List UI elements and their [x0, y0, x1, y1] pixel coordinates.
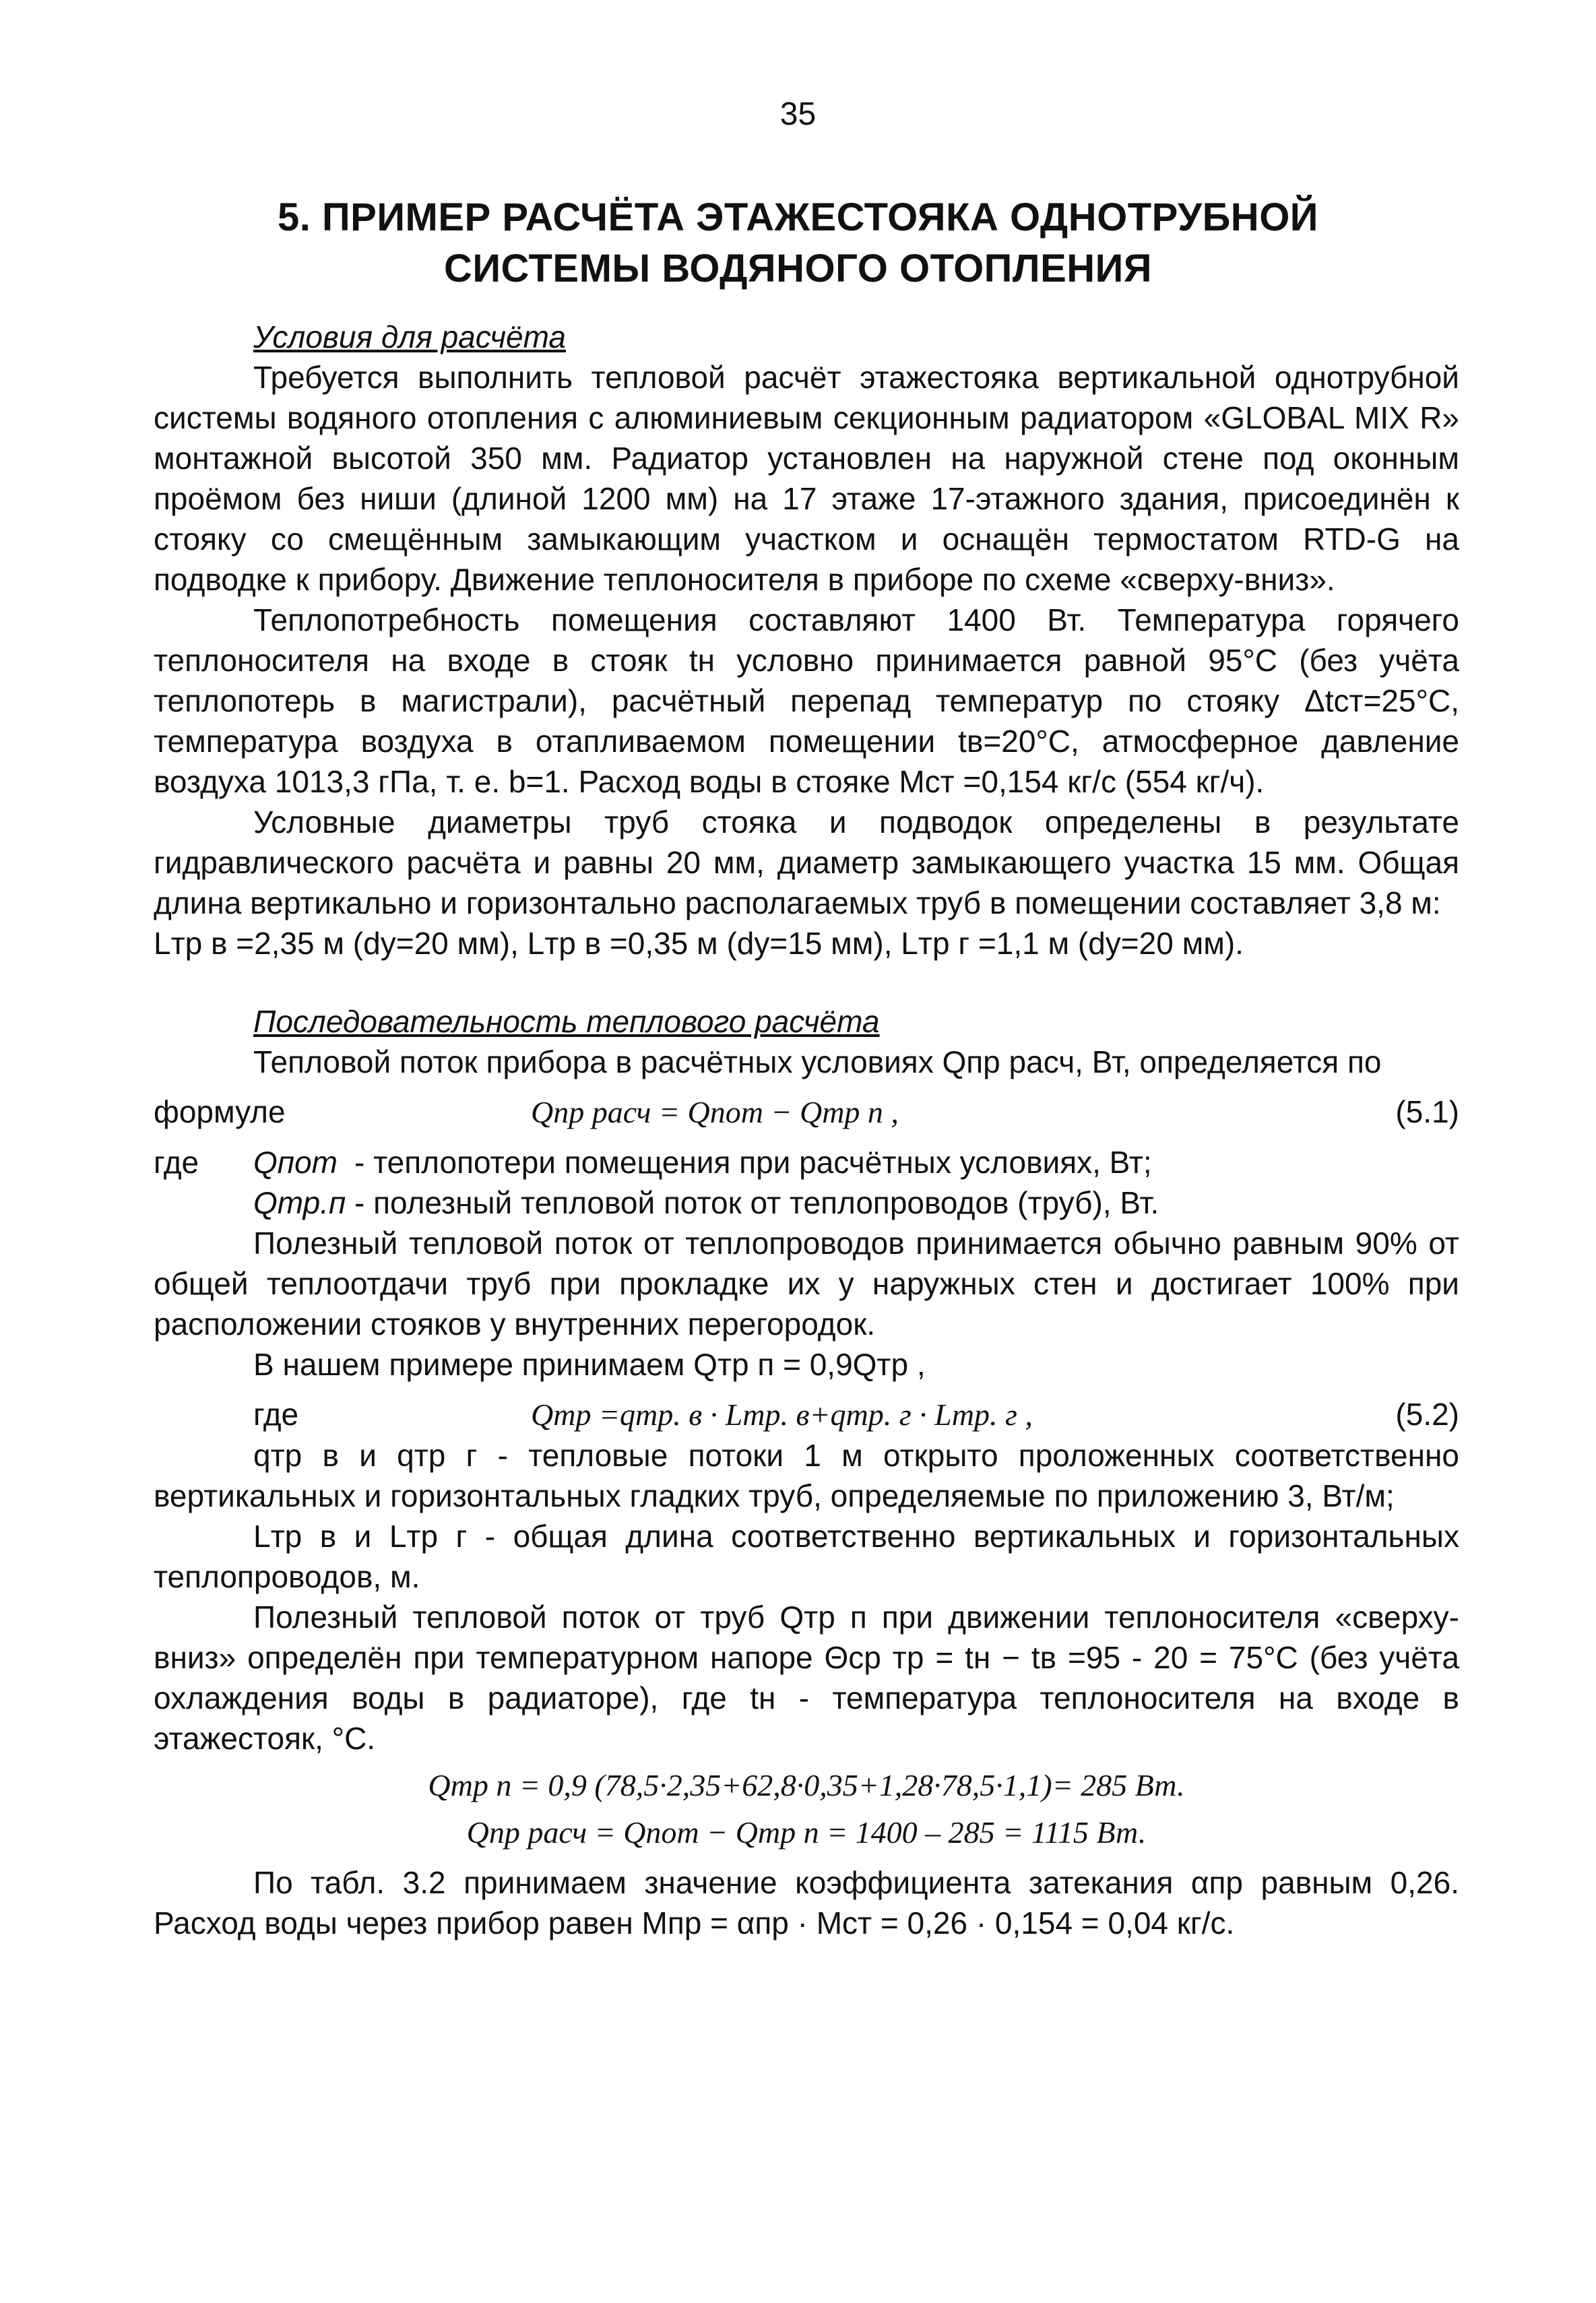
title-line-1: 5. ПРИМЕР РАСЧЁТА ЭТАЖЕСТОЯКА ОДНОТРУБНОЙ: [277, 195, 1318, 239]
pipe-lengths-line: Lтр в =2,35 м (dу=20 мм), Lтр в =0,35 м (dу=15 мм), Lтр г =1,1 м (dу=20 мм).: [154, 926, 1244, 961]
formula-label: где: [253, 1397, 299, 1432]
paragraph: По табл. 3.2 принимаем значение коэффициента затекания αпр равным 0,26. Расход воды через прибор равен Mпр = αпр · Mст = 0,26 · 0,154 = 0,04 кг/с.: [154, 1865, 1459, 1941]
section-heading-conditions: Условия для расчёта: [253, 319, 566, 354]
definition-row: [154, 1182, 1459, 1223]
definition-symbol: Qпот: [253, 1145, 338, 1180]
section-heading-sequence: Последовательность теплового расчёта: [253, 1004, 880, 1039]
title-line-2: СИСТЕМЫ ВОДЯНОГО ОТОПЛЕНИЯ: [443, 247, 1153, 290]
paragraph: Теплопотребность помещения составляют 1400 Вт. Температура горячего теплоносителя на входе в стояк tн условно принимается равной 95°С (без учёта теплопотерь в магистрали), расчётный перепад температур по стояку Δtст=25°С, температура воздуха в отапливаемом помещении tв=20°С, атмосферное давление воздуха 1013,3 гПа, т. е. b=1. Расход воды в стояке Mст =0,154 кг/с (554 кг/ч).: [154, 602, 1459, 799]
formula-5-2: [154, 1394, 1459, 1435]
paragraph: qтр в и qтр г - тепловые потоки 1 м открыто проложенных соответственно вертикальных и горизонтальных гладких труб, определяемые по приложению 3, Вт/м;: [154, 1438, 1459, 1513]
definition-text: - теплопотери помещения при расчётных условиях, Вт;: [354, 1145, 1152, 1180]
spacer: [154, 964, 1459, 1001]
paragraph: Полезный тепловой поток от труб Qтр п при движении теплоносителя «сверху-вниз» определён при температурном напоре Θср тр = tн − tв =95 - 20 = 75°С (без учёта охлаждения воды в радиаторе), где tн - температура теплоносителя на входе в этажестояк, °С.: [154, 1600, 1459, 1756]
definition-where: где: [154, 1145, 199, 1180]
chapter-title: [135, 192, 1461, 294]
body-text: [154, 317, 1459, 1943]
paragraph: В нашем примере принимаем Qтр п = 0,9Qтр ,: [253, 1347, 926, 1382]
paragraph: Требуется выполнить тепловой расчёт этажестояка вертикальной однотрубной системы водяного отопления с алюминиевым секционным радиатором «GLOBAL MIX R» монтажной высотой 350 мм. Радиатор установлен на наружной стене под оконным проёмом без ниши (длиной 1200 мм) на 17 этаже 17-этажного здания, присоединён к стояку со смещённым замыкающим участком и оснащён термостатом RTD-G на подводке к прибору. Движение теплоносителя в приборе по схеме «сверху-вниз».: [154, 360, 1459, 597]
paragraph: Полезный тепловой поток от теплопроводов принимается обычно равным 90% от общей теплоотдачи труб при прокладке их у наружных стен и достигает 100% при расположении стояков у внутренних перегородок.: [154, 1226, 1459, 1342]
calculation-line: Qтр п = 0,9 (78,5·2,35+62,8·0,35+1,28·78,5·1,1)= 285 Вт.: [428, 1768, 1185, 1802]
paragraph: Условные диаметры труб стояка и подводок определены в результате гидравлического расчёта и равны 20 мм, диаметр замыкающего участка 15 мм. Общая длина вертикально и горизонтально располагаемых труб в помещении составляет 3,8 м:: [154, 805, 1459, 920]
paragraph: Lтр в и Lтр г - общая длина соответственно вертикальных и горизонтальных теплопроводов, м.: [154, 1519, 1459, 1594]
formula-5-1: [154, 1092, 1459, 1133]
definition-row: [154, 1142, 1459, 1182]
formula-expression: Qпр расч = Qпот − Qтр п ,: [531, 1095, 899, 1129]
definition-symbol: Qтр.п: [253, 1185, 346, 1220]
formula-number: (5.1): [1395, 1094, 1459, 1129]
formula-expression: Qтр =qтр. в · Lтр. в+qтр. г · Lтр. г ,: [531, 1397, 1033, 1432]
definition-text: - полезный тепловой поток от теплопроводов (труб), Вт.: [354, 1185, 1159, 1220]
paragraph: Тепловой поток прибора в расчётных условиях Qпр расч, Вт, определяется по: [253, 1044, 1382, 1079]
formula-number: (5.2): [1395, 1397, 1459, 1432]
formula-label: формуле: [154, 1094, 286, 1129]
page-number: 35: [779, 96, 817, 132]
calculation-line: Qпр расч = Qпот − Qтр п = 1400 – 285 = 1115 Вт.: [466, 1815, 1147, 1850]
